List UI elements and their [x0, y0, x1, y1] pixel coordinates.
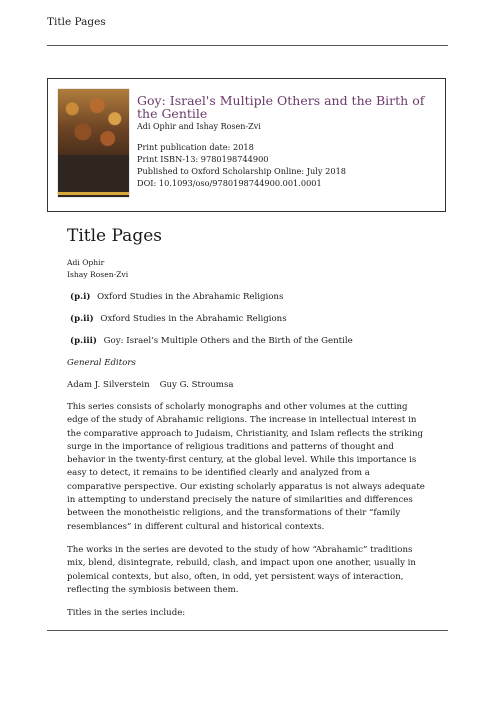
body-paragraph: This series consists of scholarly monographs and other volumes at the cutting edge of the study of Abrahamic religions. The increase in intellectual interest in the comparative approach to Judaism, Christianity, and Islam reflects the striking surge in the importance of religious traditions and patterns of thought and behavior in the twenty-first century, at the global level. While this importance is easy to detect, it remains to be identified clearly and analyzed from a comparative perspective. Our existing scholarly apparatus is not always adequate in attempting to understand precisely the nature of similarities and differences between the monotheistic religions, and the transformations of their “family resemblances” in different cultural and historical contexts. — [67, 402, 425, 532]
running-head: Title Pages — [47, 16, 106, 28]
body-paragraph: The works in the series are devoted to the study of how “Abrahamic” traditions mix, blend, disintegrate, rebuild, clash, and impact upon one another, usually in polemical contexts, but also, often, in odd, yet persistent ways of interaction, reflecting the symbiosis between them. — [67, 544, 416, 595]
chapter-authors — [67, 257, 425, 281]
author-name: Ishay Rosen-Zvi — [67, 270, 129, 279]
page-title: Title Pages — [67, 226, 162, 246]
editors-heading: General Editors — [67, 358, 136, 368]
print-isbn: Print ISBN-13: 9780198744900 — [137, 154, 269, 164]
doi: DOI: 10.1093/oso/9780198744900.001.0001 — [137, 178, 322, 188]
editor-name: Guy G. Stroumsa — [159, 380, 234, 390]
page-ref-line — [67, 335, 425, 347]
book-info-box — [47, 78, 446, 212]
published-online-date: Published to Oxford Scholarship Online: July 2018 — [137, 166, 346, 176]
page-ref-line — [67, 291, 425, 303]
page-ref-marker: (p.i) — [70, 292, 91, 302]
page-ref-text: Goy: Israel’s Multiple Others and the Birth of the Gentile — [103, 336, 353, 346]
page-ref-marker: (p.iii) — [70, 336, 97, 346]
author-name: Adi Ophir — [67, 258, 105, 267]
page-ref-line — [67, 313, 425, 325]
page-ref-marker: (p.ii) — [70, 314, 94, 324]
header-rule — [47, 45, 448, 46]
print-publication-date: Print publication date: 2018 — [137, 142, 254, 152]
book-metadata — [137, 141, 346, 189]
footer-rule — [47, 630, 448, 631]
titles-include-line: Titles in the series include: — [67, 608, 186, 619]
editor-name: Adam J. Silverstein — [67, 380, 150, 390]
cover-band — [58, 155, 129, 197]
chapter-content — [67, 226, 425, 619]
page-ref-text: Oxford Studies in the Abrahamic Religions — [97, 292, 284, 302]
page-ref-text: Oxford Studies in the Abrahamic Religions — [100, 314, 287, 324]
book-authors: Adi Ophir and Ishay Rosen-Zvi — [137, 122, 261, 131]
cover-artwork — [58, 89, 129, 155]
editors-list — [67, 379, 425, 391]
book-title-link[interactable]: Goy: Israel's Multiple Others and the Birth of the Gentile — [137, 93, 425, 121]
book-cover-image[interactable] — [58, 89, 129, 197]
cover-stripe — [58, 192, 129, 195]
